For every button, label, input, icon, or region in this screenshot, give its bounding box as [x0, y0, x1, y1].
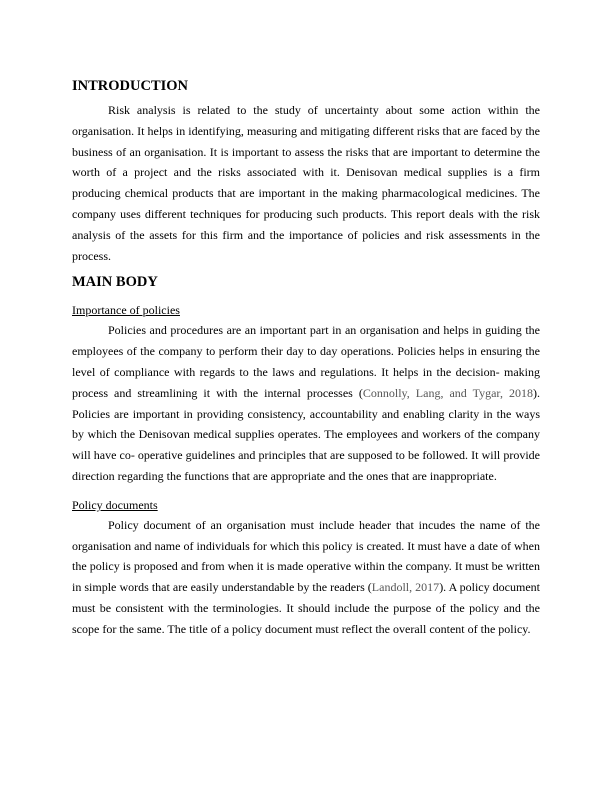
importance-of-policies-subheading: Importance of policies [72, 303, 180, 318]
policy-documents-subheading: Policy documents [72, 497, 158, 512]
citation: Connolly, Lang, and Tygar, 2018 [362, 385, 533, 400]
citation: Landoll, 2017 [371, 580, 440, 595]
policy-documents-paragraph [72, 515, 540, 640]
document-page [72, 76, 540, 646]
paragraph-text: ). Policies are important in providing consistency, accountability and enabling clarity in the ways by which the Denisovan medical supplies operates. The employees and workers of the company will have co- operative guidelines and principles that are supposed to be followed. It will provide direction regarding the functions that are appropriate and the ones that are inappropriate. [72, 385, 540, 483]
paragraph-text: Policies and procedures are an important part in an organisation and helps in guiding the employees of the company to perform their day to day operations. Policies helps in ensuring the level of compliance with regards to the laws and regulations. It helps in the decision- making process and streamlining it with the internal processes ( [72, 323, 540, 400]
introduction-heading: INTRODUCTION [72, 78, 189, 94]
main-body-heading: MAIN BODY [72, 274, 158, 291]
paragraph-text: ). A policy document must be consistent with the terminologies. It should include the purpose of the policy and the scope for the same. The title of a policy document must reflect the overall content of the policy. [72, 580, 541, 636]
introduction-paragraph: Risk analysis is related to the study of uncertainty about some action within the organisation. It helps in identifying, measuring and mitigating different risks that are faced by the business of an organisation. It is important to assess the risks that are important to determine the worth of a project and the risks associated with it. Denisovan medical supplies is a firm producing chemical products that are important in the making pharmacological medicines. The company uses different techniques for producing such products. This report deals with the risk analysis of the assets for this firm and the importance of policies and risk assessments in the process. [72, 103, 540, 263]
paragraph-text: Policy document of an organisation must include header that incudes the name of the organisation and name of individuals for which this policy is created. It must have a date of when the policy is proposed and from when it is made operative within the company. It must be written in simple words that are easily understandable by the readers ( [72, 517, 540, 595]
importance-of-policies-paragraph [72, 320, 540, 486]
